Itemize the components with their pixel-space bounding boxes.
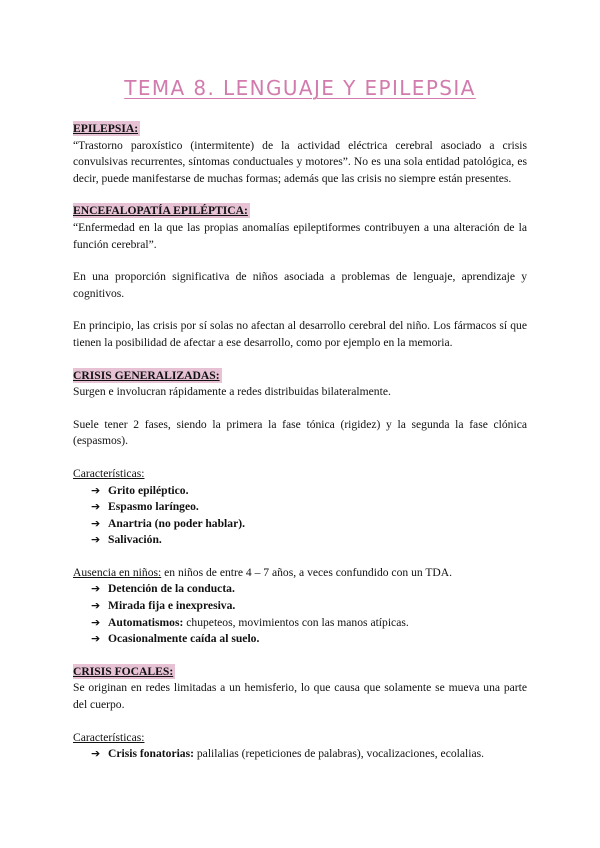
list-item: ➔ Ocasionalmente caída al suelo.: [91, 631, 527, 648]
list-label: Características:: [73, 730, 145, 744]
list-item: ➔ Anartria (no poder hablar).: [91, 516, 527, 533]
paragraph: “Enfermedad en la que las propias anomalías epileptiformes contribuyen a una alteración de la función cerebral”.: [73, 220, 527, 251]
list-item: ➔ Automatismos: chupeteos, movimientos con las manos atípicas.: [91, 615, 527, 632]
document-body: [73, 121, 527, 779]
list-item: ➔ Grito epiléptico.: [91, 483, 527, 500]
page-title: TEMA 8. LENGUAJE Y EPILEPSIA: [124, 76, 476, 100]
arrow-icon: ➔: [91, 615, 101, 629]
list-item: ➔ Crisis fonatorias: palilalias (repeticiones de palabras), vocalizaciones, ecolalias.: [91, 746, 527, 763]
characteristics-list: [73, 483, 527, 549]
section-generalizadas: CRISIS GENERALIZADAS: Surgen e involucran rápidamente a redes distribuidas bilateralmente. Suele tener 2 fases, siendo la primera la fase tónica (rigidez) y la segunda la fase clónica (espasmos). Características: ➔ Grito epiléptico. ➔ Espasmo laríngeo. ➔ Anartria (no poder hablar). ➔ Salivación. Ausencia en niños: en niños de entre 4 – 7 años, a veces confundido con un TDA. ➔ Detención de la conducta. ➔ Mirada fija e inexpresiva. ➔ Automatismos: chupeteos, movimientos con las manos atípicas. ➔ Ocasionalmente caída al suelo.: [73, 368, 527, 648]
focal-characteristics-list: [73, 746, 527, 763]
arrow-icon: ➔: [91, 483, 101, 497]
paragraph: Suele tener 2 fases, siendo la primera la fase tónica (rigidez) y la segunda la fase clónica (espasmos).: [73, 417, 527, 448]
paragraph: En principio, las crisis por sí solas no afectan al desarrollo cerebral del niño. Los fármacos sí que tienen la posibilidad de afectar a ese desarrollo, como por ejemplo en la memoria.: [73, 319, 527, 349]
list-item: ➔ Mirada fija e inexpresiva.: [91, 598, 527, 615]
section-heading: EPILEPSIA:: [73, 122, 139, 135]
arrow-icon: ➔: [91, 500, 101, 514]
section-heading: ENCEFALOPATÍA EPILÉPTICA:: [73, 204, 248, 218]
arrow-icon: ➔: [91, 533, 101, 547]
paragraph: Surgen e involucran rápidamente a redes distribuidas bilateralmente.: [73, 385, 391, 399]
section-focales: [73, 664, 527, 763]
section-encefalopatia: [73, 203, 527, 351]
list-item: ➔ Espasmo laríngeo.: [91, 499, 527, 516]
section-heading: CRISIS GENERALIZADAS:: [73, 368, 220, 382]
arrow-icon: ➔: [91, 747, 101, 761]
arrow-icon: ➔: [91, 632, 101, 646]
absence-list: [73, 581, 527, 647]
list-item: ➔ Salivación.: [91, 532, 527, 549]
arrow-icon: ➔: [91, 599, 101, 613]
list-label: Ausencia en niños:: [73, 565, 162, 579]
paragraph: En una proporción significativa de niños asociada a problemas de lenguaje, aprendizaje y cognitivos.: [73, 270, 527, 300]
paragraph: “Trastorno paroxístico (intermitente) de la actividad eléctrica cerebral asociado a crisis convulsivas recurrentes, síntomas conductuales y motores”. No es una sola entidad patológica, es decir, puede manifestarse de muchas formas; además que las crisis no siempre están presentes.: [73, 138, 527, 185]
list-label: Características:: [73, 466, 145, 480]
arrow-icon: ➔: [91, 516, 101, 530]
section-heading: CRISIS FOCALES:: [73, 664, 174, 678]
arrow-icon: ➔: [91, 582, 101, 596]
list-item: ➔ Detención de la conducta.: [91, 581, 527, 598]
paragraph: Se originan en redes limitadas a un hemisferio, lo que causa que solamente se mueva una parte del cuerpo.: [73, 681, 527, 712]
section-epilepsia: [73, 121, 527, 187]
